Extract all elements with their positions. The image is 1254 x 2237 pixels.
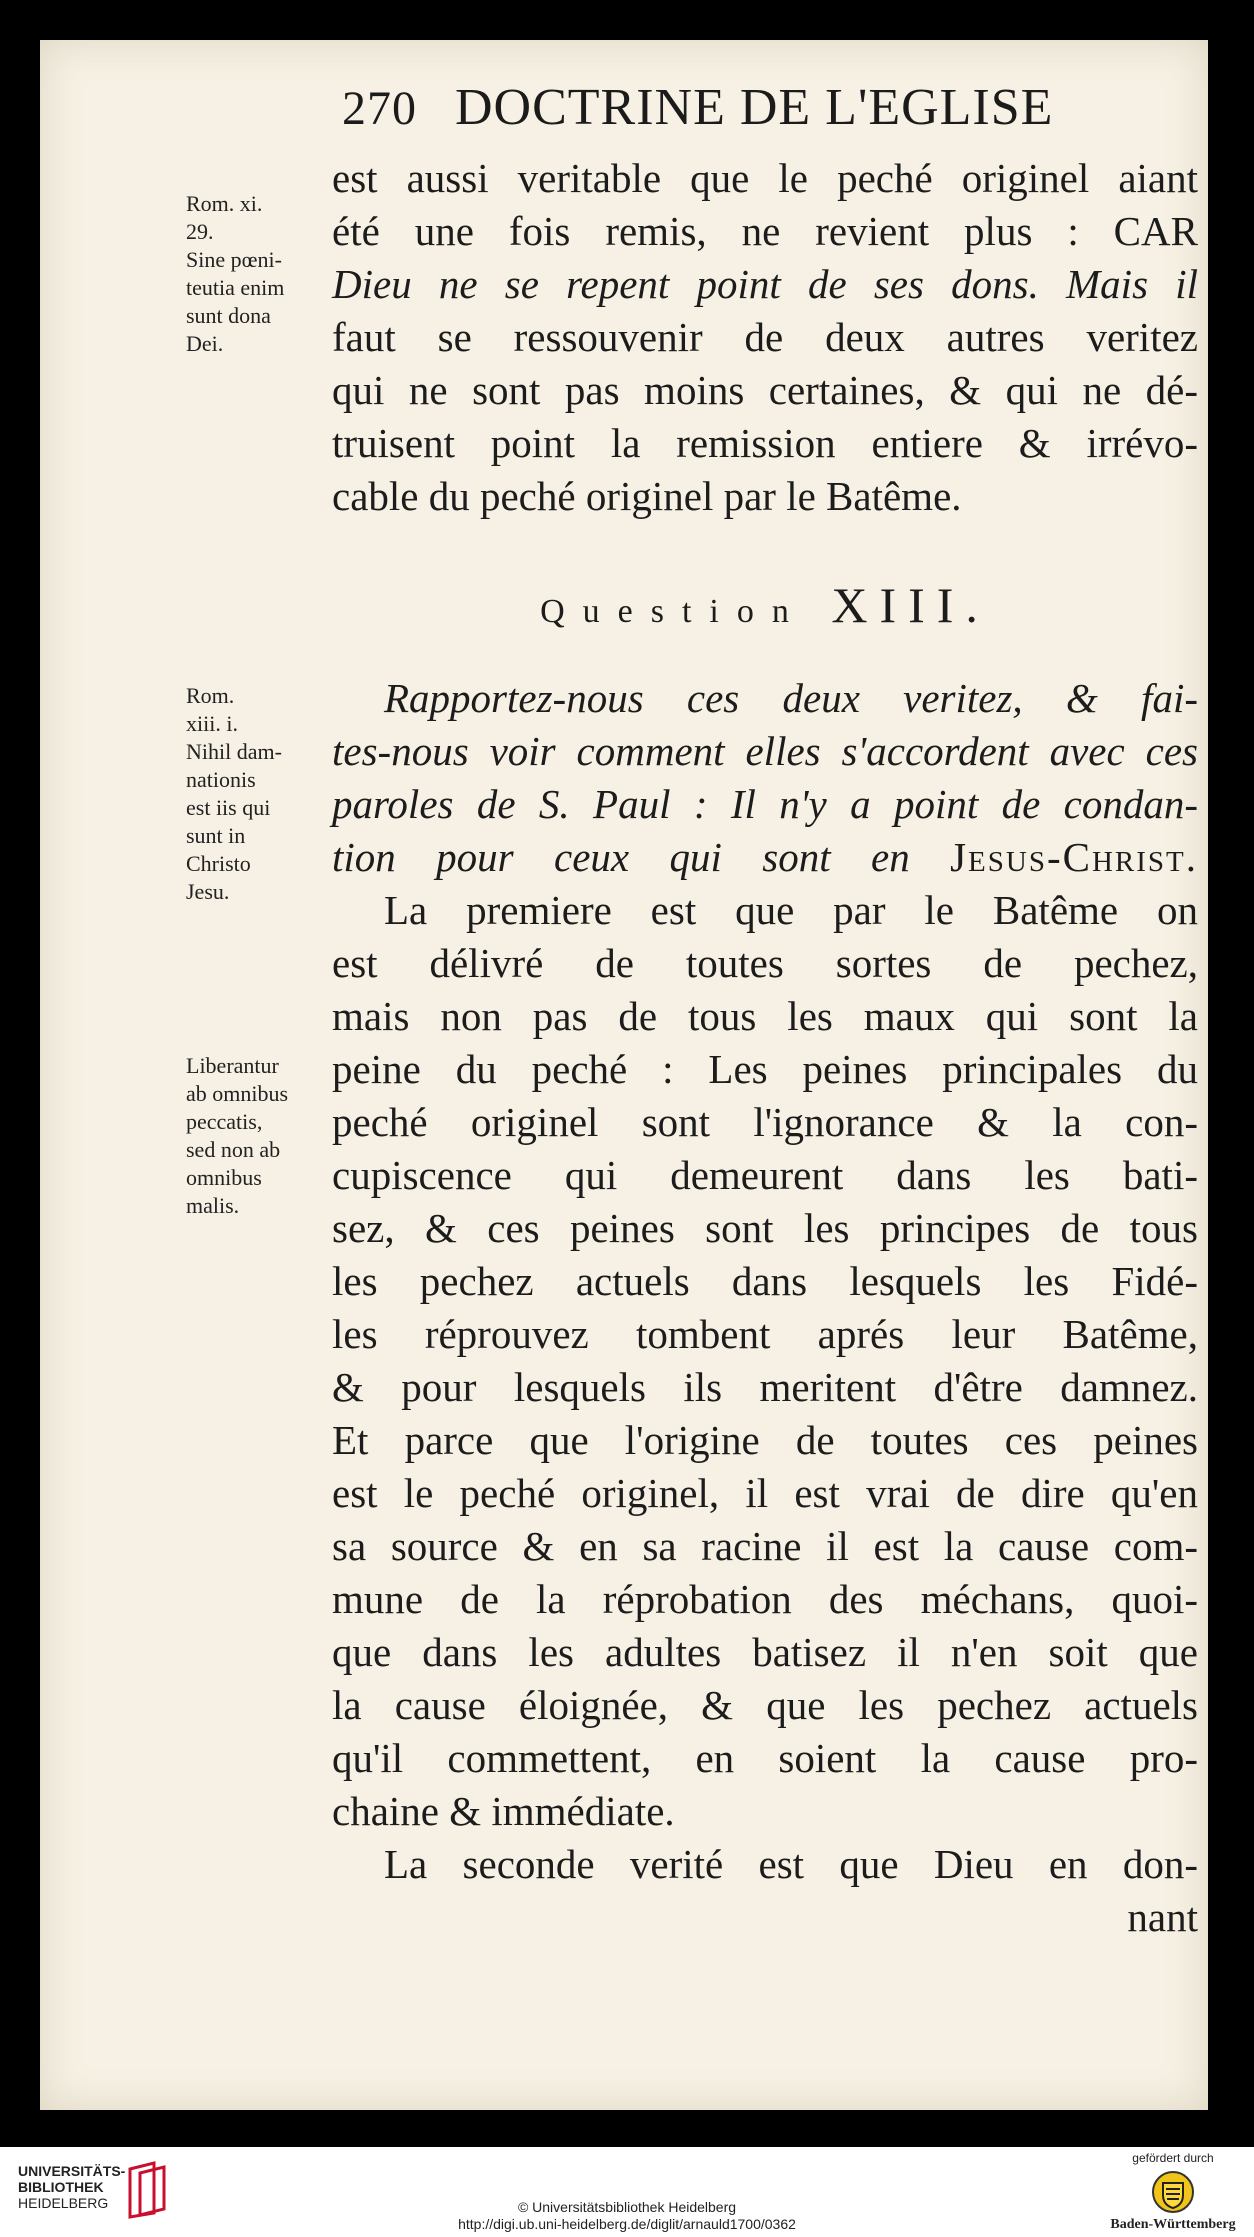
text-line: cable du peché originel par le Batême. [332,473,962,519]
text-line: la cause éloignée, & que les pechez actuels [332,1682,1198,1728]
text-line: paroles de S. Paul : Il n'y a point de condan- [332,781,1198,827]
logo-line: UNIVERSITÄTS- [18,2163,126,2179]
sponsor-name: Baden-Württemberg [1110,2217,1236,2232]
source-url-link[interactable]: http://digi.ub.uni-heidelberg.de/diglit/arnauld1700/0362 [458,2216,796,2232]
text-line: été une fois remis, ne revient plus : CAR [332,208,1198,254]
text-line: peine du peché : Les peines principales du [332,1046,1198,1092]
question-line-text: tion pour ceux qui sont en [332,834,910,880]
note-line: Jesu. [186,879,230,904]
text-line: chaine & immédiate. [332,1788,675,1834]
question-word: Question [540,593,807,630]
text-line: Et parce que l'origine de toutes ces peines [332,1417,1198,1463]
copyright-notice [0,2199,1254,2233]
text-line: est aussi veritable que le peché originel aiant [332,155,1198,201]
note-line: Christo [186,851,251,876]
text-line: est le peché originel, il est vrai de dire qu'en [332,1470,1198,1516]
text-line: est délivré de toutes sortes de pechez, [332,940,1198,986]
text-line: que dans les adultes batisez il n'en soit que [332,1629,1198,1675]
note-line: 29. [186,219,214,244]
note-line: malis. [186,1193,240,1218]
note-line: peccatis, [186,1109,263,1134]
note-line: ab omnibus [186,1081,289,1106]
text-line [332,831,1198,884]
running-head [342,78,1053,137]
coat-of-arms-icon [1150,2169,1196,2215]
note-line: Liberantur [186,1053,279,1078]
note-line: sunt in [186,823,246,848]
text-line: les pechez actuels dans lesquels les Fidé- [332,1258,1198,1304]
text-line: qu'il commettent, en soient la cause pro- [332,1735,1198,1781]
text-line: peché originel sont l'ignorance & la con- [332,1099,1198,1145]
book-page [40,40,1208,2110]
text-line: & pour lesquels ils meritent d'être damnez. [332,1364,1198,1410]
margin-note-liberantur [186,1052,336,1220]
text-line: tes-nous voir comment elles s'accordent avec ces [332,728,1198,774]
page-number: 270 [342,82,417,135]
note-line: Rom. xi. [186,191,263,216]
text-line: sez, & ces peines sont les principes de tous [332,1205,1198,1251]
footer-bar [0,2147,1254,2237]
logo-line: HEIDELBERG [18,2195,109,2211]
note-line: teutia enim [186,275,285,300]
note-line: Nihil dam- [186,739,282,764]
margin-note-rom-xi [186,190,336,358]
note-line: Sine pœni- [186,247,282,272]
logo-line: BIBLIOTHEK [18,2179,104,2195]
text-line: les réprouvez tombent aprés leur Batême, [332,1311,1198,1357]
text-line: La seconde verité est que Dieu en don- [384,1841,1198,1887]
text-line: qui ne sont pas moins certaines, & qui ne dé- [332,367,1198,413]
copyright-text: © Universitätsbibliothek Heidelberg [517,2199,737,2215]
note-line: nationis [186,767,256,792]
text-line: Dieu ne se repent point de ses dons. Mais il [332,261,1198,307]
note-line: xiii. i. [186,711,238,736]
sponsor-block [1108,2151,1238,2233]
note-line: est iis qui [186,795,271,820]
note-line: sunt dona [186,303,271,328]
margin-note-rom-xiii [186,682,336,906]
note-line: Dei. [186,331,224,356]
text-line: truisent point la remission entiere & irrévo- [332,420,1198,466]
note-line: Rom. [186,683,235,708]
text-line: sa source & en sa racine il est la cause com- [332,1523,1198,1569]
text-line: cupiscence qui demeurent dans les bati- [332,1152,1198,1198]
sponsor-label: gefördert durch [1132,2151,1214,2165]
text-block-top [332,152,1198,523]
note-line: sed non ab [186,1137,281,1162]
question-name: Jesus-Christ. [950,834,1198,880]
question-heading [332,576,1198,634]
text-block-bottom [332,884,1198,1944]
page-title: DOCTRINE DE L'EGLISE [455,79,1054,136]
note-line: omnibus [186,1165,262,1190]
text-line: La premiere est que par le Batême on [384,887,1198,933]
text-line: mais non pas de tous les maux qui sont la [332,993,1198,1039]
question-numeral: XIII. [831,577,990,633]
question-text [332,672,1198,884]
text-line: faut se ressouvenir de deux autres veritez [332,314,1198,360]
catchword: nant [1127,1894,1198,1940]
text-line: Rapportez-nous ces deux veritez, & fai- [384,675,1198,721]
text-line: mune de la réprobation des méchans, quoi- [332,1576,1198,1622]
